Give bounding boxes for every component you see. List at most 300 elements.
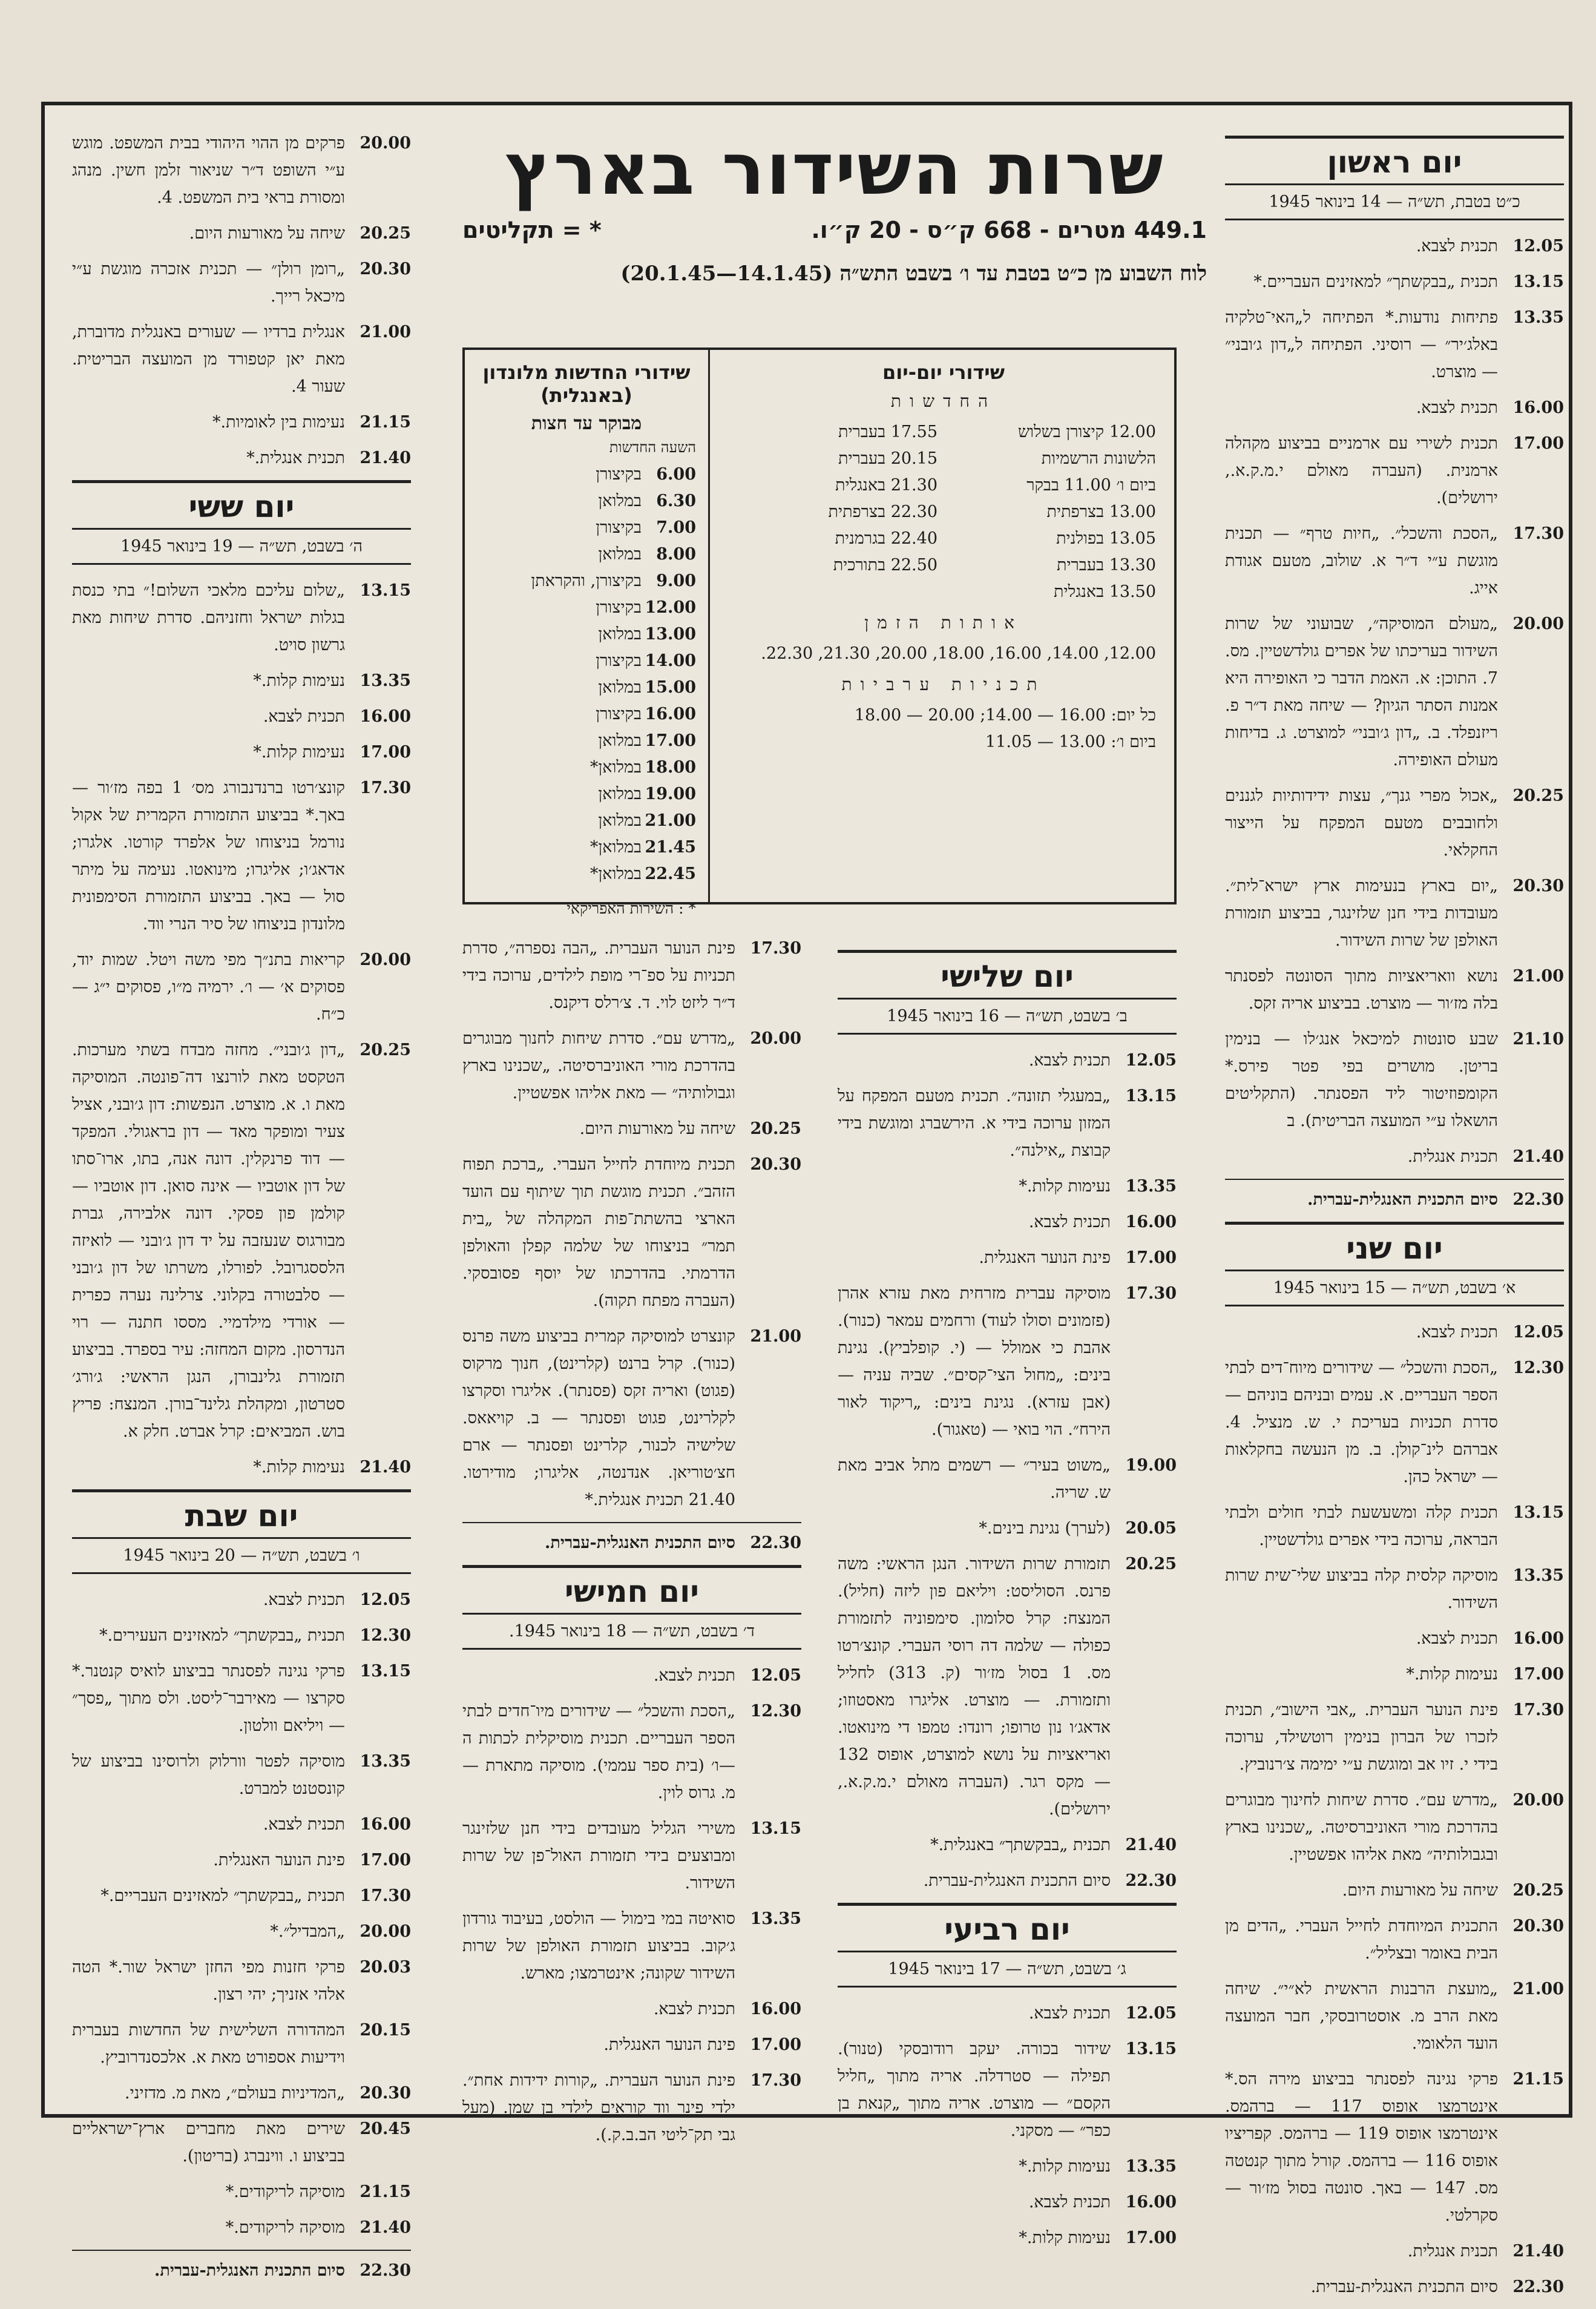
- program-time: 12.05: [1125, 2004, 1177, 2023]
- day-title-sunday: יום ראשון: [1225, 136, 1564, 185]
- program-text: נעימות קלות.*: [253, 1458, 345, 1477]
- news-slot: 22.40 בגרמנית: [835, 529, 938, 548]
- program-text: „הסכת והשכל״ — שידורים מיוח־דים לבתי הספר העבריים. א. עמים ובניהם בוניהם — סדרת תכניות בעריכת י. ש. מנציל. 4. אברהם לינ־קולן. ב. מן הנעשה בחקלאות — ישראל כהן.: [1225, 1359, 1498, 1486]
- program-time: 21.40: [1125, 1836, 1177, 1854]
- program-text: פרקי נגינה לפסנתר בביצוע לואיס קנטנר.* סקרצו — מאירבר־ליסט. ולס מתוך „פסך״ — ויליאם וולטון.: [72, 1662, 345, 1735]
- program-text: סיום התכנית האנגלית-עברית.: [545, 1533, 735, 1552]
- program-text: „הסכת והשכל״ — שידורים מיו־חדים לבתי הספר העבריים. תכנית מוסיקלית לכתות ה—ו׳ (בית ספר עממי). מוסיקה מתארת — מ. גרוס לוין.: [462, 1702, 735, 1802]
- program-time: 17.30: [1512, 1701, 1564, 1719]
- program-text: נעימות קלות.*: [1019, 2157, 1111, 2176]
- program-entry: [72, 667, 411, 694]
- program-time: 20.45: [360, 2120, 411, 2138]
- program-text: פרקי נגינה לפסנתר בביצוע מירה הס.* אינטרמצו אופוס 117 — ברהמס. אינטרמצו אופוס 119 — ברהמס. קפריציו אופוס 116 — ברהמס. קורל מתוך קנטטה מס. 147 — באך. סונטה בסול מז׳ור — סקרלטי.: [1225, 2070, 1499, 2225]
- program-time: 16.00: [1125, 1213, 1177, 1231]
- program-text: תכנית קלה ומשעשעת לבתי חולים ולבתי הבראה, ערוכה בידי אפרים גולדשטיין.: [1225, 1503, 1498, 1549]
- program-text: „מדרש עם״. סדרת שיחות לחינוך מבוגרים בהדרכת מורי האוניברסיטה. „שכנינו בארץ ובגבולותיה״ מאת אליהו אפשטיין.: [1225, 1791, 1498, 1864]
- program-text: נעימות קלות.*: [1406, 1665, 1498, 1684]
- program-entry: [838, 2153, 1177, 2180]
- program-time: 12.30: [750, 1702, 801, 1721]
- program-entry: [1225, 1562, 1564, 1616]
- london-slot: [477, 834, 696, 861]
- program-text: פינת הנוער האנגלית.: [979, 1248, 1111, 1267]
- program-entry: [462, 2067, 801, 2149]
- program-entry: [1225, 2238, 1564, 2265]
- program-entry: [1225, 1787, 1564, 1868]
- program-text: המהדורה השלישית של החדשות בעברית וידיעות אספורט מאת א. אלכסנדרוביץ.: [72, 2021, 345, 2067]
- program-entry: [72, 2250, 411, 2284]
- london-time: 6.30: [656, 492, 696, 510]
- program-entry: [838, 1831, 1177, 1859]
- program-text: נעימות קלות.*: [253, 671, 345, 690]
- program-time: 21.40: [360, 1458, 411, 1477]
- program-text: פינת הנוער העברית. „הבה נספרה״, סדרת תכניות על ספ־רי מופת לילדים, ערוכה בידי ד״ר ליזט לוי. ד. צ׳רלס דיקנס.: [462, 939, 735, 1012]
- program-time: 17.00: [360, 743, 411, 762]
- news-slot: 12.00 קיצורן בשלוש: [1018, 423, 1156, 441]
- column-4: [72, 130, 411, 2293]
- news-slot: [731, 579, 938, 605]
- day-title-monday: יום שני: [1225, 1222, 1564, 1271]
- column-1: [1225, 130, 1564, 2309]
- program-time: 12.05: [1125, 1051, 1177, 1070]
- program-text: מוסיקה לפטר וורלוק ולרוסינו בביצוע של קונסטנט למברט.: [72, 1752, 345, 1798]
- london-time: 9.00: [656, 571, 696, 590]
- london-title: שידורי החדשות מלונדון (באנגלית): [482, 361, 691, 407]
- program-entry: [838, 1082, 1177, 1164]
- program-entry: [462, 1905, 801, 1987]
- program-time: 20.30: [360, 2084, 411, 2103]
- program-time: 16.00: [1125, 2193, 1177, 2212]
- news-slot: 13.50 באנגלית: [1054, 582, 1156, 601]
- daily-broadcasts: [713, 350, 1174, 902]
- london-time: 7.00: [656, 518, 696, 537]
- tuesday-continued-list: [462, 935, 801, 1556]
- program-entry: [72, 220, 411, 247]
- program-text: „מעולם המוסיקה״, שבועוני של שרות השידור בעריכתו של אפרים גולדשטיין. מס. 7. התוכן: א. האמת הדבר כי האופירה היא אמנות הסתר הגיון? — שיחה מאת ד״ר פ. ריזנפלד. ב. „דון ג׳ובני״ למוצרט. ג. בדיחות מעולם האופירה.: [1225, 614, 1498, 769]
- daily-title: שידורי יום-יום: [882, 361, 1005, 384]
- records-legend: * = תקליטים: [462, 217, 602, 243]
- program-time: 13.15: [1125, 2040, 1177, 2058]
- masthead: [462, 127, 1207, 286]
- program-time: 13.35: [1512, 308, 1564, 327]
- london-time: 21.00: [645, 811, 696, 830]
- program-time: 20.25: [1512, 1881, 1564, 1900]
- program-time: 16.00: [750, 2000, 801, 2018]
- time-signal-label: אותות הזמן: [864, 613, 1023, 633]
- london-slot: [477, 461, 696, 488]
- program-entry: [1225, 1499, 1564, 1553]
- day-title-wednesday: יום רביעי: [838, 1903, 1177, 1952]
- program-time: 13.35: [1125, 1177, 1177, 1196]
- program-entry: [462, 1522, 801, 1556]
- program-entry: [72, 946, 411, 1028]
- program-text: פינת הנוער העברית. „קורות ידידות אחת״. ילדי פינר ווד קוראים לילדי בן שמן. (מעל גבי תק־ליטי הב.ב.ק.).: [462, 2071, 735, 2144]
- london-kind: בקיצורן: [596, 651, 642, 670]
- program-text: מוסיקה לריקודים.*: [225, 2182, 345, 2201]
- program-entry: [1225, 2066, 1564, 2229]
- program-time: 17.00: [360, 1851, 411, 1869]
- program-entry: [462, 1815, 801, 1897]
- program-text: תכנית לצבא.: [1416, 1323, 1498, 1342]
- program-text: סואיטה במי בימול — הולסט, בעיבוד גורדון ג׳קוב. בביצוע תזמורת האולפן של שרות השידור שקונה; אינטרמצו; מארש.: [462, 1909, 735, 1983]
- program-text: משירי הגליל מעובדים בידי חנן שלזינגר ומבוצעים בידי תזמורת האול־פן של שרות השידור.: [462, 1819, 735, 1892]
- evening-line-2: ביום ו׳: 13.00 — 11.05: [985, 733, 1156, 751]
- london-slot: [477, 808, 696, 834]
- london-kind: במלואן*: [589, 865, 642, 883]
- day-title-tuesday: יום שלישי: [838, 950, 1177, 1000]
- masthead-subline: [462, 217, 1207, 243]
- program-entry: [72, 1918, 411, 1945]
- program-time: 21.15: [360, 413, 411, 432]
- program-time: 21.15: [360, 2182, 411, 2201]
- program-text: תכנית לצבא.: [263, 1815, 345, 1834]
- program-time: 20.30: [750, 1155, 801, 1174]
- program-entry: [462, 935, 801, 1016]
- program-entry: [1225, 1319, 1564, 1346]
- frequency-line: 449.1 מטרים - 668 ק״ס - 20 ק״ו.: [811, 217, 1207, 243]
- program-entry: [1225, 268, 1564, 295]
- program-time: 21.40: [360, 2218, 411, 2237]
- day-date-monday: א׳ בשבט, תש״ה — 15 בינואר 1945: [1225, 1271, 1564, 1306]
- program-time: 21.15: [1512, 2070, 1564, 2089]
- program-time: 13.35: [360, 1752, 411, 1771]
- program-time: 17.00: [1125, 1248, 1177, 1267]
- program-text: קריאות בתנ״ך מפי משה ויטל. שמות יוד, פסוקים א׳ — ו׳. ירמיה מ״ו, פסוקים י״ג — כ״ח.: [72, 950, 345, 1024]
- program-time: 22.30: [750, 1533, 801, 1552]
- london-time: 17.00: [645, 731, 696, 750]
- london-slot: [477, 861, 696, 888]
- program-entry: [72, 1748, 411, 1802]
- program-time: 13.35: [1125, 2157, 1177, 2176]
- program-time: 20.25: [750, 1119, 801, 1138]
- program-time: 12.05: [1512, 237, 1564, 255]
- program-entry: [72, 1036, 411, 1445]
- time-signals: 12.00, 14.00, 16.00, 18.00, 20.00, 21.30, 22.30.: [761, 644, 1156, 663]
- program-time: 16.00: [360, 1815, 411, 1834]
- program-text: סיום התכנית האנגלית-עברית.: [923, 1871, 1111, 1890]
- program-text: „אכול מפרי גנך״, עצות ידידותיות לגננים ולחובבים מטעם המפקח על הייצור החקלאי.: [1225, 786, 1498, 860]
- program-entry: [72, 1454, 411, 1481]
- program-text: שיחה על מאורעות היום.: [189, 224, 345, 243]
- program-entry: [72, 2115, 411, 2170]
- london-time: 22.45: [645, 865, 696, 883]
- program-text: תכנית לצבא.: [653, 2000, 735, 2018]
- program-time: 17.30: [750, 2071, 801, 2090]
- news-grid: [731, 419, 1156, 605]
- day-date-tuesday: ב׳ בשבט, תש״ה — 16 בינואר 1945: [838, 1000, 1177, 1035]
- program-time: 21.40: [1512, 1147, 1564, 1166]
- london-kind: במלואן: [598, 731, 642, 750]
- program-time: 20.25: [1512, 786, 1564, 805]
- program-entry: [838, 1515, 1177, 1542]
- monday-list: [1225, 1319, 1564, 2301]
- program-entry: [72, 318, 411, 400]
- program-text: תכנית אנגלית.: [1407, 2242, 1498, 2261]
- newspaper-page: [41, 102, 1572, 2296]
- day-title-thursday: יום חמישי: [462, 1565, 801, 1615]
- london-kind: בקיצורן: [596, 465, 642, 484]
- london-time: 13.00: [645, 625, 696, 644]
- program-entry: [72, 1882, 411, 1909]
- program-entry: [1225, 394, 1564, 421]
- program-text: תכנית לצבא.: [263, 707, 345, 726]
- program-time: 20.05: [1125, 1519, 1177, 1538]
- evening-line-1: כל יום: 16.00 — 14.00; 20.00 — 18.00: [854, 706, 1156, 725]
- program-entry: [72, 1954, 411, 2008]
- program-entry: [1225, 872, 1564, 954]
- program-entry: [462, 2031, 801, 2058]
- program-entry: [1225, 1912, 1564, 1967]
- program-text: תכנית לצבא.: [263, 1590, 345, 1609]
- london-kind: במלואן: [598, 625, 642, 644]
- news-slot: 22.30 בצרפתית: [828, 502, 938, 521]
- program-text: „המדיניות בעולם״, מאת מ. מדזיני.: [125, 2084, 345, 2103]
- program-entry: [72, 1846, 411, 1874]
- program-time: 20.30: [1512, 877, 1564, 895]
- program-time: 20.00: [1512, 614, 1564, 633]
- program-entry: [1225, 610, 1564, 774]
- program-entry: [72, 1586, 411, 1613]
- news-slot: 17.55 בעברית: [838, 423, 938, 441]
- program-time: 21.40: [360, 449, 411, 467]
- program-text: סיום התכנית האנגלית-עברית.: [1310, 2278, 1498, 2296]
- program-entry: [838, 1047, 1177, 1074]
- program-time: 17.00: [1512, 434, 1564, 453]
- day-date-wednesday: ג׳ בשבט, תש״ה — 17 בינואר 1945: [838, 1952, 1177, 1988]
- news-slot: 20.15 בעברית: [838, 449, 938, 468]
- program-entry: [462, 1995, 801, 2023]
- program-entry: [1225, 782, 1564, 864]
- program-entry: [838, 2189, 1177, 2216]
- program-text: קונצרט למוסיקה קמרית בביצוע משה פרנס (כנור). קרל ברנט (קלרינט), חנוך מרקוס (פגוט) ואריה זקס (פסנתר). אליגרו וסקרצו לקלרינט, פגוט ופסנתר — ב. קויאאס. שלישיה לכנור, קלרינט ופסנתר — ארם חצ׳טוריאן. אנדנטה, אליגרו; מודירטו. 21.40 תכנית אנגלית.*: [462, 1327, 735, 1509]
- program-time: 20.00: [750, 1029, 801, 1048]
- program-time: 22.30: [360, 2261, 411, 2280]
- program-time: 13.15: [360, 1662, 411, 1681]
- program-entry: [462, 1025, 801, 1107]
- program-entry: [838, 1280, 1177, 1443]
- london-slot: [477, 488, 696, 515]
- program-entry: [1225, 963, 1564, 1017]
- news-slot: 13.30 בעברית: [1057, 556, 1156, 575]
- program-time: 20.30: [1512, 1917, 1564, 1935]
- program-text: התכנית המיוחדת לחייל העברי. „הדים מן הבית באומר ובצליל״.: [1225, 1917, 1498, 1963]
- program-time: 20.00: [360, 134, 411, 153]
- program-entry: [72, 1658, 411, 1739]
- program-time: 16.00: [360, 707, 411, 726]
- london-time: 16.00: [645, 705, 696, 723]
- program-text: תכנית לצבא.: [653, 1666, 735, 1685]
- program-entry: [72, 2178, 411, 2205]
- program-entry: [72, 774, 411, 938]
- program-entry: [838, 2224, 1177, 2251]
- program-text: (לערך) נגינת בינים.*: [979, 1519, 1111, 1538]
- friday-list: [72, 577, 411, 1481]
- london-slot: [477, 568, 696, 595]
- saturday-list: [72, 1586, 411, 2284]
- masthead-title: שרות השידור בארץ: [505, 127, 1164, 211]
- program-time: 12.05: [1512, 1323, 1564, 1342]
- program-time: 17.00: [750, 2035, 801, 2054]
- program-entry: [838, 2035, 1177, 2144]
- program-time: 13.35: [750, 1909, 801, 1928]
- program-text: מוסיקה קלסית קלה בביצוע שלי־שית שרות השידור.: [1225, 1566, 1498, 1612]
- london-list: [477, 461, 696, 888]
- program-text: תכנית לצבא.: [1416, 1629, 1498, 1648]
- program-text: סיום התכנית האנגלית-עברית.: [154, 2261, 345, 2280]
- program-text: מוסיקה לריקודים.*: [225, 2218, 345, 2237]
- program-entry: [72, 2080, 411, 2107]
- program-entry: [72, 1811, 411, 1838]
- program-time: 20.25: [360, 1041, 411, 1059]
- program-entry: [1225, 520, 1564, 602]
- program-text: תכנית לשירי עם ארמניים בביצוע מקהלה ארמנית. (העברה מאולם י.מ.ק.א., ירושלים).: [1225, 434, 1498, 507]
- program-entry: [72, 577, 411, 659]
- program-entry: [72, 703, 411, 730]
- program-text: פינת הנוער האנגלית.: [213, 1851, 345, 1869]
- program-text: „דון ג׳ובני״. מחזה מבדח בשתי מערכות. הטקסט מאת לורנצו דה־פונטה. המוסיקה מאת ו. א. מוצרט. הנפשות: דון ג׳ובני, אציל צעיר ומופקר מאד — דון בראגולי. המפקד — דוד פרנקלין. דונה אנה, בתו, ארו־סתו של דון אוטביו — אינה סואן. דון אוטביו — קולמן פון פסקי. דונה אלבירה, גברת מבורגוס שנעזבה על יד דון ג׳ובני — לואיזה הלססגרובל. לפורלו, משרתו של דון ג׳ובני — סלבטורה בקלוני. צרלינה נערה כפרית — אורדי מילדמיי. מססו חתנה — רוי הנדרסון. מקום המחזה: עיר בספרד. בביצוע תזמורת גלינבורן, הנגן הראשי: ג׳ורג׳ סטרטון, ומקהלת גלינד־בורן. המנצח: פריץ בוש. המביאים: קרל אברט. חלק א.: [72, 1041, 345, 1441]
- evening-label: תכניות ערביות: [841, 674, 1046, 694]
- program-time: 12.05: [360, 1590, 411, 1609]
- program-text: מוסיקה עברית מזרחית מאת עזרא אהרן (פזמונים וסולו לעוד) ורחמים עמאר (כנור). אהבת כי אמולל — (י. קופלביץ). נגינת בינים: „מחול הצי־קסים״. שביה עניה — (אבן עזרא). נגינת בינים: „ריקוד לאור הירח״. הוי בואי — (טאגור).: [838, 1284, 1111, 1439]
- london-hour-label: השעה החדשות: [609, 439, 696, 456]
- london-slot: [477, 595, 696, 621]
- london-time: 6.00: [656, 465, 696, 484]
- london-sub: מבוקר עד חצות: [531, 413, 642, 434]
- thursday-continued-list: [72, 130, 411, 472]
- program-entry: [462, 1698, 801, 1807]
- program-text: סיום התכנית האנגלית-עברית.: [1307, 1190, 1498, 1209]
- program-time: 19.00: [1125, 1456, 1177, 1475]
- program-text: „המבדיל״.*: [270, 1922, 345, 1941]
- program-text: שידור בכורה. יעקב רודובסקי (טנור). תפילה — סטרדלה. אריה מתוך „חליל הקסם״ — מוצרט. אריה מתוך „קנאת בן כפר״ — מסקני.: [838, 2040, 1111, 2140]
- program-entry: [72, 2214, 411, 2241]
- program-time: 13.15: [1512, 272, 1564, 291]
- day-date-friday: ה׳ בשבט, תש״ה — 19 בינואר 1945: [72, 530, 411, 565]
- program-time: 20.25: [360, 224, 411, 243]
- program-entry: [1225, 232, 1564, 260]
- program-text: תכנית לצבא.: [1028, 1051, 1111, 1070]
- day-title-friday: יום ששי: [72, 480, 411, 530]
- program-time: 21.40: [1512, 2242, 1564, 2261]
- program-entry: [1225, 1143, 1564, 1170]
- column-3: [462, 935, 801, 2157]
- program-text: נעימות קלות.*: [1019, 2228, 1111, 2247]
- program-time: 16.00: [1512, 398, 1564, 417]
- program-text: נושא וואריאציות מתוך הסונטה לפסנתר בלה מז׳ור — מוצרט. בביצוע אריה זקס.: [1225, 967, 1498, 1013]
- program-entry: [1225, 430, 1564, 512]
- news-slot: 21.30 באנגלית: [835, 476, 938, 495]
- program-time: 22.30: [1512, 1190, 1564, 1209]
- program-time: 17.30: [1125, 1284, 1177, 1303]
- london-kind: בקיצורן: [596, 598, 642, 617]
- program-text: פרקים מן ההוי היהודי בבית המשפט. מוגש ע״י השופט ד״ר שניאור זלמן חשין. מנהג ומסורת בראי בית המשפט. 4.: [72, 134, 345, 207]
- program-entry: [838, 1550, 1177, 1823]
- program-text: „רומן רולן״ — תכנית אזכרה מוגשת ע״י מיכאל רייך.: [72, 260, 345, 306]
- program-time: 21.00: [1512, 967, 1564, 986]
- london-slot: [477, 754, 696, 781]
- program-entry: [838, 2000, 1177, 2027]
- day-title-saturday: יום שבת: [72, 1489, 411, 1539]
- day-date-saturday: ו׳ בשבט, תש״ה — 20 בינואר 1945: [72, 1539, 411, 1574]
- program-text: תכנית לצבא.: [1028, 2004, 1111, 2023]
- program-text: פרקי חזנות מפי החזן ישראל שור.* הטה אלהי אזניך; יהי רצון.: [72, 1958, 345, 2004]
- program-text: שיחה על מאורעות היום.: [1342, 1881, 1498, 1900]
- program-entry: [838, 1208, 1177, 1236]
- program-entry: [1225, 1179, 1564, 1213]
- london-time: 21.45: [645, 838, 696, 857]
- program-time: 13.15: [1125, 1087, 1177, 1105]
- program-time: 22.30: [1125, 1871, 1177, 1890]
- program-time: 20.03: [360, 1958, 411, 1977]
- program-text: תכנית אנגלית.*: [246, 449, 345, 467]
- program-entry: [462, 1115, 801, 1142]
- london-slot: [477, 621, 696, 648]
- day-date-thursday: ד׳ בשבט, תש״ה — 18 בינואר 1945.: [462, 1615, 801, 1650]
- program-text: תכנית „בבקשתך״ למאזינים העבריים.*: [100, 1886, 345, 1905]
- program-time: 17.30: [750, 939, 801, 958]
- program-entry: [1225, 1975, 1564, 2057]
- program-time: 13.15: [360, 581, 411, 600]
- program-text: נעימות קלות.*: [1019, 1177, 1111, 1196]
- thursday-list: [462, 1662, 801, 2149]
- program-entry: [1225, 2273, 1564, 2301]
- london-time: 18.00: [645, 758, 696, 777]
- program-time: 16.00: [1512, 1629, 1564, 1648]
- london-kind: בקיצורן: [596, 705, 642, 723]
- london-time: 15.00: [645, 678, 696, 697]
- london-time: 8.00: [656, 545, 696, 564]
- program-text: שיחה על מאורעות היום.: [579, 1119, 735, 1138]
- news-slot: 13.05 בפולנית: [1056, 529, 1156, 548]
- program-entry: [462, 1662, 801, 1689]
- program-time: 17.00: [1125, 2228, 1177, 2247]
- london-kind: במלואן: [598, 492, 642, 510]
- program-text: „שלום עליכם מלאכי השלום!״ בתי כנסת בגלות ישראל וחזניהם. סדרת שיחות מאת גרשון סויט.: [72, 581, 345, 654]
- program-entry: [72, 739, 411, 766]
- program-time: 21.00: [750, 1327, 801, 1346]
- program-time: 13.15: [750, 1819, 801, 1838]
- program-text: תכנית „בבקשתך״ למאזינים העבריים.*: [1253, 272, 1498, 291]
- program-time: 17.30: [360, 1886, 411, 1905]
- london-note: * : השירות האפריקאי: [566, 900, 696, 917]
- program-entry: [72, 409, 411, 436]
- week-line: לוח השבוע מן כ״ט בטבת עד ו׳ בשבט התש״ה (14.1.45—20.1.45): [620, 262, 1207, 286]
- program-text: קונצ׳רטו ברנדנבורג מס׳ 1 בפה מז׳ור — באך.* בביצוע התזמורת הקמרית של אקול נורמל בניצוחו של אלפרד קורטו. אלגרו; אדאג׳ו; אליגרו; מינואטו. נעימה על מיתר סול — באך. בביצוע התזמורת הסימפונית מלונדון בניצוחו של סיר הנרי ווד.: [72, 779, 345, 934]
- program-time: 13.35: [360, 671, 411, 690]
- program-time: 21.00: [1512, 1980, 1564, 1998]
- program-entry: [72, 130, 411, 211]
- london-slot: [477, 701, 696, 728]
- program-time: 17.30: [360, 779, 411, 797]
- program-time: 20.00: [1512, 1791, 1564, 1810]
- program-text: „במעגלי תזונה״. תכנית מטעם המפקח על המזון ערוכה בידי א. הירשברג ומוגשת בידי קבוצת „אילנה״.: [838, 1087, 1111, 1160]
- london-time: 14.00: [645, 651, 696, 670]
- program-entry: [72, 444, 411, 472]
- news-slot: 13.00 בצרפתית: [1046, 502, 1156, 521]
- program-text: „יום בארץ בנעימות ארץ ישרא־לית״. מעובדות בידי חנן שלזינגר, בביצוע תזמורת האולפן של שרות השידור.: [1225, 877, 1498, 950]
- program-time: 20.15: [360, 2021, 411, 2040]
- tuesday-list: [838, 1047, 1177, 1894]
- program-entry: [462, 1151, 801, 1314]
- program-text: תכנית אנגלית.: [1407, 1147, 1498, 1166]
- program-entry: [1225, 1877, 1564, 1904]
- london-broadcasts: [465, 350, 710, 917]
- london-kind: בקיצורן: [596, 518, 642, 537]
- program-entry: [72, 1622, 411, 1649]
- program-text: פינת הנוער האנגלית.: [603, 2035, 735, 2054]
- london-slot: [477, 648, 696, 674]
- daily-schedule-box: [462, 348, 1177, 917]
- program-entry: [1225, 1354, 1564, 1490]
